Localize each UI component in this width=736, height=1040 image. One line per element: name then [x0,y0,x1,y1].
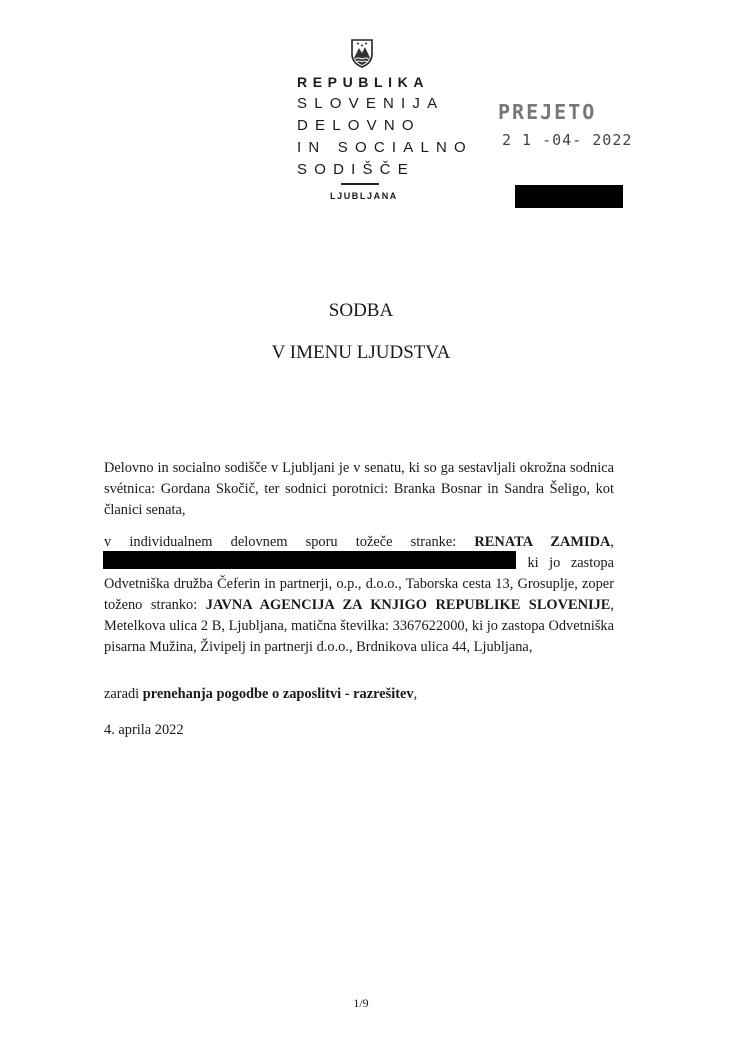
redaction-block [515,185,623,208]
subject-paragraph [104,684,614,705]
header-divider [341,183,379,185]
parties-representation-text: ki jo zastopa Odvetniška družba Čeferin in partnerji, o.p., d.o.o., Taborska cesta 13, Grosuplje, zoper toženo stranko: [104,555,614,613]
court-header-line-3: DELOVNO [297,117,421,134]
received-stamp-label: PREJETO [498,100,597,124]
subject-lead-text: zaradi [104,686,143,702]
document-subtitle: V IMENU LJUDSTVA [271,342,451,363]
court-city: LJUBLJANA [330,191,398,201]
received-stamp-date: 2 1 -04- 2022 [502,131,633,149]
parties-paragraph [104,532,614,658]
court-header-line-5: SODIŠČE [297,161,415,178]
comma: , [610,534,614,550]
panel-composition-paragraph: Delovno in socialno sodišče v Ljubljani je v senatu, ki so ga sestavljali okrožna sodnica svétnica: Gordana Skočič, ter sodnici porotnici: Branka Bosnar in Sandra Šeligo, kot članici senata, [104,460,614,518]
page-number: 1/9 [353,996,369,1010]
defendant-name: JAVNA AGENCIJA ZA KNJIGO REPUBLIKE SLOVENIJE [205,597,611,613]
plaintiff-name: RENATA ZAMIDA [474,534,611,550]
document-title: SODBA [328,300,394,321]
subject-tail-text: , [413,686,418,702]
court-header-line-2: SLOVENIJA [297,95,445,112]
coat-of-arms-icon [350,38,374,68]
defendant-details-text: , Metelkova ulica 2 B, Ljubljana, matična številka: 3367622000, ki jo zastopa Odvetniška pisarna Mužina, Živipelj in partnerji d.o.o., Brdnikova ulica 44, Ljubljana, [104,597,614,655]
case-subject: prenehanja pogodbe o zaposlitvi - razrešitev [142,686,414,702]
judgment-date: 4. aprila 2022 [104,722,184,738]
court-header-line-4: IN SOCIALNO [297,139,473,156]
court-header-line-1: REPUBLIKA [297,74,430,90]
parties-lead-text: v individualnem delovnem sporu tožeče stranke: [104,534,475,550]
parties-first-line [104,532,614,553]
